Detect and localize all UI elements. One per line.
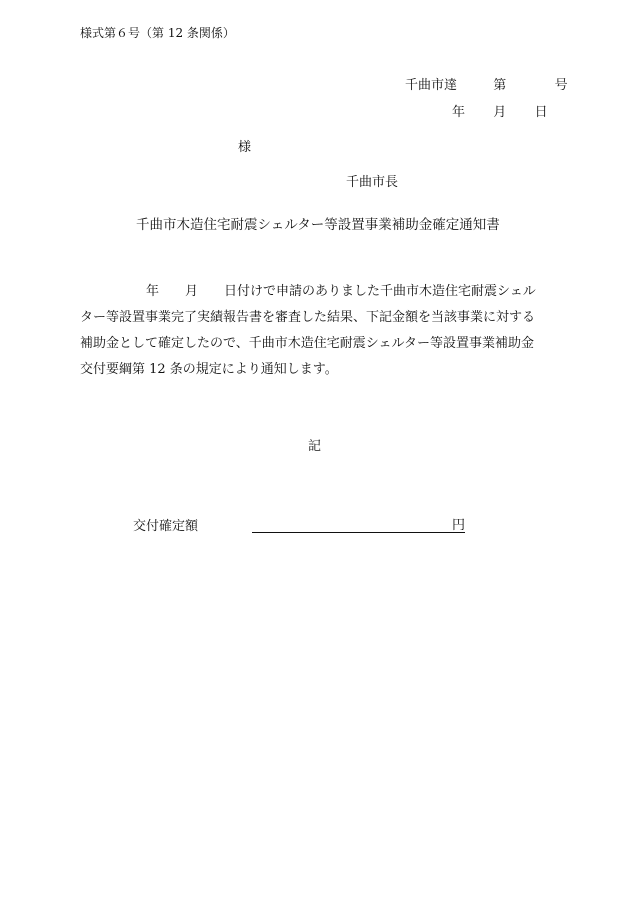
notice-body — [80, 279, 550, 383]
date-month: 月 — [493, 105, 507, 120]
recipient-honorific: 様 — [238, 140, 252, 155]
body-line: ター等設置事業完了実績報告書を審査した結果、下記金額を当該事業に対する — [80, 310, 536, 325]
body-line: 年 月 日付けで申請のありました千曲市木造住宅耐震シェル — [146, 284, 536, 299]
reference-number-line — [405, 79, 568, 92]
amount-unit: 円 — [452, 518, 466, 533]
date-year: 年 — [452, 105, 466, 120]
reference-prefix: 千曲市達 — [405, 78, 458, 93]
body-line: 交付要綱第 12 条の規定により通知します。 — [80, 362, 338, 377]
ki-heading: 記 — [308, 439, 322, 454]
issue-date-line — [452, 106, 548, 119]
issuer-name: 千曲市長 — [346, 175, 399, 190]
reference-go: 号 — [554, 78, 568, 93]
document-title: 千曲市木造住宅耐震シェルター等設置事業補助金確定通知書 — [136, 217, 500, 233]
reference-dai: 第 — [493, 78, 507, 93]
form-number: 様式第６号（第 12 条関係） — [80, 26, 235, 40]
amount-label: 交付確定額 — [133, 519, 199, 534]
body-line: 補助金として確定したので、千曲市木造住宅耐震シェルター等設置事業補助金 — [80, 336, 534, 351]
date-day: 日 — [534, 105, 548, 120]
amount-unit-underline — [452, 532, 465, 533]
amount-blank-line — [252, 532, 452, 533]
